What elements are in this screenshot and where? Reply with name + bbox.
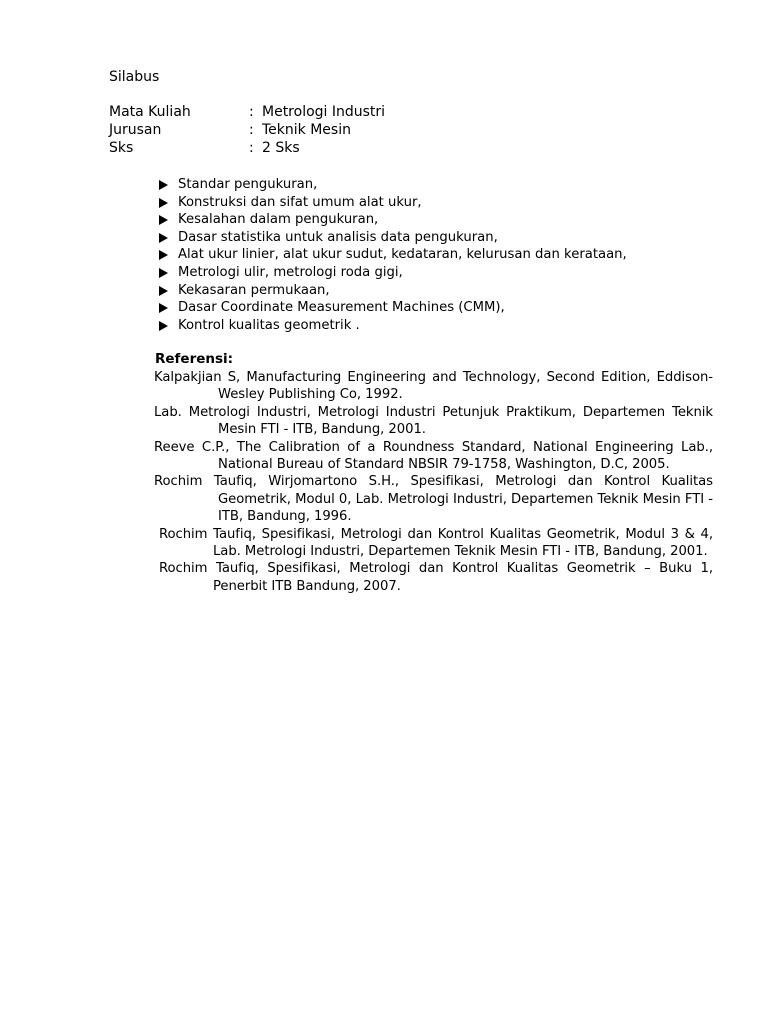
topic-text: Standar pengukuran, (178, 177, 318, 192)
list-item (156, 229, 627, 247)
list-item (156, 299, 627, 317)
topic-text: Dasar statistika untuk analisis data pengukuran, (178, 229, 498, 245)
meta-value: Metrologi Industri (262, 104, 386, 120)
reference-item: Rochim Taufiq, Spesifikasi, Metrologi dan Kontrol Kualitas Geometrik – Buku 1, Penerbit ITB Bandung, 2007. (159, 561, 713, 594)
arrow-bullet-icon (159, 198, 168, 208)
meta-value: Teknik Mesin (262, 122, 351, 138)
arrow-bullet-icon (159, 268, 168, 278)
list-item (156, 211, 627, 229)
meta-colon: : (249, 122, 254, 138)
reference-item: Kalpakjian S, Manufacturing Engineering and Technology, Second Edition, Eddison-Wesley Publishing Co, 1992. (154, 370, 713, 403)
list-item (156, 264, 627, 282)
arrow-bullet-icon (159, 286, 168, 296)
arrow-bullet-icon (159, 321, 168, 331)
meta-key: Jurusan (109, 122, 162, 138)
reference-item: Rochim Taufiq, Spesifikasi, Metrologi dan Kontrol Kualitas Geometrik, Modul 3 & 4, Lab. Metrologi Industri, Departemen Teknik Mesin FTI - ITB, Bandung, 2001. (159, 526, 713, 560)
reference-item: Reeve C.P., The Calibration of a Roundness Standard, National Engineering Lab., National Bureau of Standard NBSIR 79-1758, Washington, D.C, 2005. (154, 439, 713, 473)
arrow-bullet-icon (159, 250, 168, 260)
topic-text: Konstruksi dan sifat umum alat ukur, (178, 194, 422, 210)
meta-key: Sks (109, 140, 134, 156)
list-item (156, 176, 627, 194)
topic-text: Kekasaran permukaan, (178, 282, 330, 298)
arrow-bullet-icon (159, 303, 168, 313)
arrow-bullet-icon (159, 233, 168, 243)
list-item (156, 194, 627, 212)
topic-text: Metrologi ulir, metrologi roda gigi, (178, 264, 403, 280)
topic-text: Kontrol kualitas geometrik . (178, 317, 360, 333)
list-item (156, 246, 627, 264)
meta-colon: : (249, 140, 254, 156)
document-title: Silabus (109, 69, 160, 85)
meta-colon: : (249, 104, 254, 120)
arrow-bullet-icon (159, 180, 168, 190)
reference-item: Lab. Metrologi Industri, Metrologi Industri Petunjuk Praktikum, Departemen Teknik Mesin FTI - ITB, Bandung, 2001. (154, 404, 713, 438)
topic-list (156, 176, 627, 334)
meta-value: 2 Sks (262, 140, 300, 156)
topic-text: Alat ukur linier, alat ukur sudut, kedataran, kelurusan dan kerataan, (178, 247, 627, 263)
reference-list (154, 369, 713, 595)
topic-text: Kesalahan dalam pengukuran, (178, 212, 379, 228)
topic-text: Dasar Coordinate Measurement Machines (CMM), (178, 300, 505, 316)
arrow-bullet-icon (159, 215, 168, 225)
list-item (156, 282, 627, 300)
list-item (156, 317, 627, 335)
references-heading: Referensi: (155, 351, 234, 367)
reference-item: Rochim Taufiq, Wirjomartono S.H., Spesifikasi, Metrologi dan Kontrol Kualitas Geometrik, Modul 0, Lab. Metrologi Industri, Departemen Teknik Mesin FTI - ITB, Bandung, 1996. (154, 474, 713, 525)
meta-key: Mata Kuliah (109, 104, 191, 120)
